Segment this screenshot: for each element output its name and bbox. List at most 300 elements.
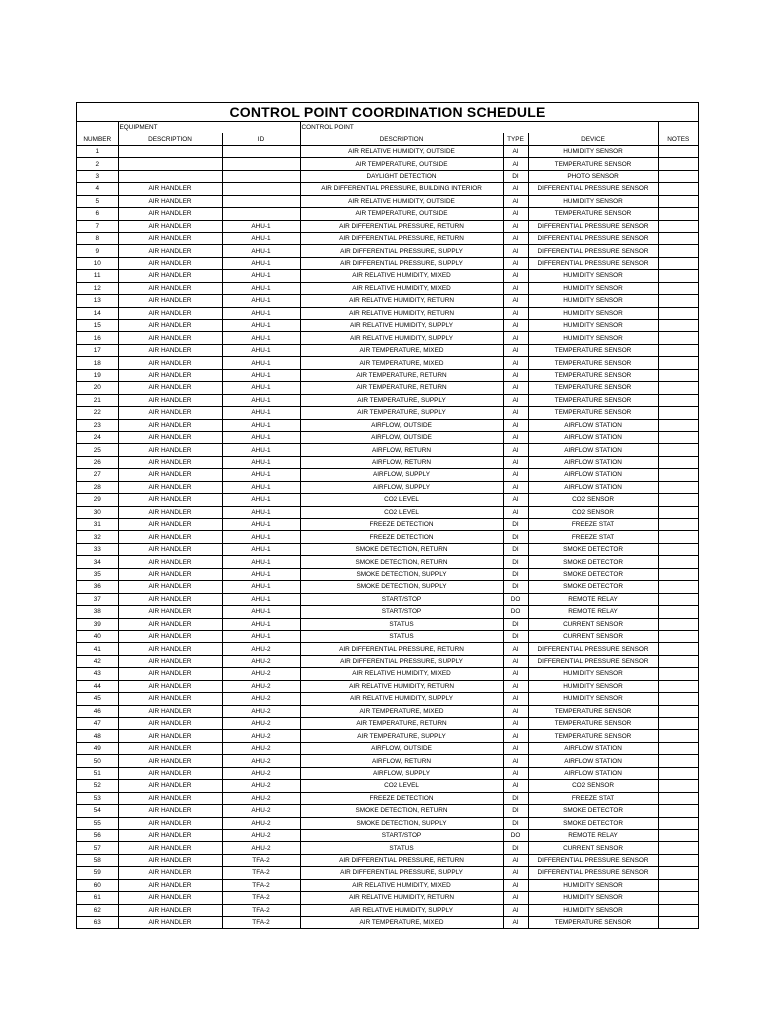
point-description-cell: AIR RELATIVE HUMIDITY, RETURN <box>300 680 503 692</box>
table-row <box>77 867 698 879</box>
equipment-description-cell: AIR HANDLER <box>118 332 222 344</box>
point-description-cell: AIRFLOW, SUPPLY <box>300 481 503 493</box>
notes-cell <box>658 531 698 543</box>
equipment-id-cell: AHU-1 <box>222 431 300 443</box>
point-description-cell: AIR DIFFERENTIAL PRESSURE, RETURN <box>300 232 503 244</box>
number-cell: 50 <box>77 755 118 767</box>
notes-cell <box>658 867 698 879</box>
notes-cell <box>658 606 698 618</box>
equipment-id-cell: AHU-2 <box>222 817 300 829</box>
type-cell: AI <box>503 245 528 257</box>
notes-cell <box>658 145 698 157</box>
type-cell: DI <box>503 792 528 804</box>
notes-cell <box>658 581 698 593</box>
equipment-id-cell: AHU-1 <box>222 506 300 518</box>
table-row <box>77 904 698 916</box>
number-cell: 38 <box>77 606 118 618</box>
number-cell: 17 <box>77 344 118 356</box>
equipment-description-cell: AIR HANDLER <box>118 307 222 319</box>
equipment-description-cell: AIR HANDLER <box>118 419 222 431</box>
device-cell: TEMPERATURE SENSOR <box>528 369 658 381</box>
group-header-row <box>77 122 698 133</box>
number-cell: 26 <box>77 456 118 468</box>
point-description-cell: AIR DIFFERENTIAL PRESSURE, SUPPLY <box>300 655 503 667</box>
number-cell: 62 <box>77 904 118 916</box>
type-cell: AI <box>503 718 528 730</box>
table-row <box>77 556 698 568</box>
equipment-description-cell: AIR HANDLER <box>118 593 222 605</box>
equipment-id-cell: AHU-1 <box>222 357 300 369</box>
equipment-description-cell: AIR HANDLER <box>118 904 222 916</box>
equipment-id-cell: AHU-1 <box>222 245 300 257</box>
device-cell: SMOKE DETECTOR <box>528 568 658 580</box>
equipment-description-cell: AIR HANDLER <box>118 282 222 294</box>
number-cell: 33 <box>77 543 118 555</box>
equipment-description-cell: AIR HANDLER <box>118 581 222 593</box>
number-cell: 23 <box>77 419 118 431</box>
device-cell: HUMIDITY SENSOR <box>528 295 658 307</box>
point-description-cell: AIRFLOW, SUPPLY <box>300 767 503 779</box>
equipment-id-cell <box>222 158 300 170</box>
equipment-description-cell: AIR HANDLER <box>118 792 222 804</box>
point-description-cell: AIR TEMPERATURE, OUTSIDE <box>300 158 503 170</box>
number-cell: 45 <box>77 693 118 705</box>
number-cell: 18 <box>77 357 118 369</box>
equipment-id-cell: TFA-2 <box>222 879 300 891</box>
device-cell: FREEZE STAT <box>528 792 658 804</box>
equipment-id-cell: AHU-2 <box>222 780 300 792</box>
equipment-id-cell: AHU-2 <box>222 643 300 655</box>
table-row <box>77 718 698 730</box>
type-cell: DI <box>503 519 528 531</box>
equipment-description-cell: AIR HANDLER <box>118 655 222 667</box>
equipment-description-cell: AIR HANDLER <box>118 394 222 406</box>
equipment-id-cell: AHU-2 <box>222 730 300 742</box>
notes-cell <box>658 680 698 692</box>
device-cell: TEMPERATURE SENSOR <box>528 705 658 717</box>
point-description-cell: STATUS <box>300 842 503 854</box>
notes-cell <box>658 842 698 854</box>
table-row <box>77 170 698 182</box>
equipment-id-cell: AHU-1 <box>222 494 300 506</box>
type-cell: AI <box>503 145 528 157</box>
equipment-description-cell: AIR HANDLER <box>118 543 222 555</box>
type-cell: AI <box>503 220 528 232</box>
table-row <box>77 332 698 344</box>
notes-cell <box>658 419 698 431</box>
type-cell: AI <box>503 668 528 680</box>
notes-cell <box>658 320 698 332</box>
device-cell: SMOKE DETECTOR <box>528 556 658 568</box>
device-cell: TEMPERATURE SENSOR <box>528 208 658 220</box>
type-cell: AI <box>503 332 528 344</box>
table-row <box>77 767 698 779</box>
point-description-cell: AIRFLOW, OUTSIDE <box>300 419 503 431</box>
number-cell: 39 <box>77 618 118 630</box>
equipment-description-cell: AIR HANDLER <box>118 407 222 419</box>
notes-cell <box>658 282 698 294</box>
table-row <box>77 606 698 618</box>
number-cell: 14 <box>77 307 118 319</box>
device-cell: HUMIDITY SENSOR <box>528 680 658 692</box>
col-header-id: ID <box>222 133 300 145</box>
point-description-cell: AIR TEMPERATURE, MIXED <box>300 917 503 929</box>
device-cell: TEMPERATURE SENSOR <box>528 382 658 394</box>
equipment-id-cell: AHU-2 <box>222 693 300 705</box>
schedule-sheet <box>76 102 699 929</box>
device-cell: HUMIDITY SENSOR <box>528 145 658 157</box>
type-cell: AI <box>503 481 528 493</box>
notes-cell <box>658 257 698 269</box>
equipment-description-cell: AIR HANDLER <box>118 469 222 481</box>
equipment-description-cell: AIR HANDLER <box>118 320 222 332</box>
notes-cell <box>658 643 698 655</box>
equipment-id-cell: AHU-1 <box>222 481 300 493</box>
table-row <box>77 519 698 531</box>
point-description-cell: AIR RELATIVE HUMIDITY, RETURN <box>300 892 503 904</box>
equipment-id-cell: TFA-2 <box>222 904 300 916</box>
point-description-cell: AIR DIFFERENTIAL PRESSURE, RETURN <box>300 220 503 232</box>
notes-cell <box>658 655 698 667</box>
number-cell: 27 <box>77 469 118 481</box>
device-cell: HUMIDITY SENSOR <box>528 693 658 705</box>
table-row <box>77 282 698 294</box>
type-cell: AI <box>503 767 528 779</box>
point-description-cell: AIR TEMPERATURE, MIXED <box>300 705 503 717</box>
number-cell: 2 <box>77 158 118 170</box>
number-cell: 44 <box>77 680 118 692</box>
table-row <box>77 220 698 232</box>
equipment-id-cell: AHU-1 <box>222 444 300 456</box>
equipment-description-cell: AIR HANDLER <box>118 879 222 891</box>
col-header-point-description: DESCRIPTION <box>300 133 503 145</box>
point-description-cell: FREEZE DETECTION <box>300 792 503 804</box>
point-description-cell: STATUS <box>300 630 503 642</box>
equipment-id-cell <box>222 183 300 195</box>
equipment-description-cell: AIR HANDLER <box>118 606 222 618</box>
equipment-description-cell: AIR HANDLER <box>118 867 222 879</box>
number-cell: 51 <box>77 767 118 779</box>
type-cell: DO <box>503 606 528 618</box>
equipment-description-cell: AIR HANDLER <box>118 245 222 257</box>
table-row <box>77 680 698 692</box>
equipment-id-cell <box>222 208 300 220</box>
type-cell: AI <box>503 320 528 332</box>
notes-cell <box>658 780 698 792</box>
equipment-description-cell: AIR HANDLER <box>118 382 222 394</box>
equipment-id-cell: AHU-1 <box>222 344 300 356</box>
type-cell: AI <box>503 295 528 307</box>
type-cell: DI <box>503 842 528 854</box>
equipment-description-cell: AIR HANDLER <box>118 357 222 369</box>
equipment-description-cell: AIR HANDLER <box>118 917 222 929</box>
table-row <box>77 630 698 642</box>
notes-cell <box>658 195 698 207</box>
type-cell: AI <box>503 867 528 879</box>
notes-cell <box>658 270 698 282</box>
equipment-description-cell: AIR HANDLER <box>118 618 222 630</box>
number-cell: 8 <box>77 232 118 244</box>
equipment-id-cell: AHU-1 <box>222 270 300 282</box>
device-cell: AIRFLOW STATION <box>528 456 658 468</box>
equipment-id-cell: AHU-1 <box>222 220 300 232</box>
equipment-id-cell: AHU-1 <box>222 469 300 481</box>
notes-cell <box>658 718 698 730</box>
equipment-id-cell: AHU-2 <box>222 792 300 804</box>
table-row <box>77 655 698 667</box>
type-cell: DI <box>503 170 528 182</box>
point-description-cell: SMOKE DETECTION, RETURN <box>300 556 503 568</box>
device-cell: FREEZE STAT <box>528 519 658 531</box>
device-cell: HUMIDITY SENSOR <box>528 195 658 207</box>
device-cell: DIFFERENTIAL PRESSURE SENSOR <box>528 655 658 667</box>
equipment-id-cell: AHU-1 <box>222 307 300 319</box>
type-cell: DI <box>503 543 528 555</box>
col-header-device: DEVICE <box>528 133 658 145</box>
notes-cell <box>658 829 698 841</box>
notes-cell <box>658 904 698 916</box>
notes-cell <box>658 792 698 804</box>
equipment-id-cell: AHU-1 <box>222 332 300 344</box>
schedule-table <box>77 122 698 928</box>
number-cell: 61 <box>77 892 118 904</box>
equipment-group-header: EQUIPMENT <box>118 122 300 133</box>
number-cell: 31 <box>77 519 118 531</box>
equipment-description-cell: AIR HANDLER <box>118 481 222 493</box>
notes-cell <box>658 208 698 220</box>
equipment-id-cell: AHU-1 <box>222 581 300 593</box>
point-description-cell: STATUS <box>300 618 503 630</box>
device-cell: SMOKE DETECTOR <box>528 805 658 817</box>
notes-cell <box>658 506 698 518</box>
notes-cell <box>658 344 698 356</box>
type-cell: DI <box>503 568 528 580</box>
type-cell: DO <box>503 593 528 605</box>
table-row <box>77 543 698 555</box>
number-cell: 41 <box>77 643 118 655</box>
number-cell: 40 <box>77 630 118 642</box>
table-row <box>77 257 698 269</box>
device-cell: DIFFERENTIAL PRESSURE SENSOR <box>528 183 658 195</box>
number-cell: 49 <box>77 742 118 754</box>
type-cell: AI <box>503 195 528 207</box>
type-cell: AI <box>503 307 528 319</box>
col-header-type: TYPE <box>503 133 528 145</box>
table-row <box>77 742 698 754</box>
column-header-row <box>77 133 698 145</box>
point-description-cell: AIR TEMPERATURE, RETURN <box>300 382 503 394</box>
equipment-id-cell: AHU-1 <box>222 606 300 618</box>
point-description-cell: AIR DIFFERENTIAL PRESSURE, SUPPLY <box>300 245 503 257</box>
type-cell: AI <box>503 693 528 705</box>
type-cell: AI <box>503 382 528 394</box>
equipment-description-cell: AIR HANDLER <box>118 805 222 817</box>
notes-cell <box>658 519 698 531</box>
number-cell: 29 <box>77 494 118 506</box>
notes-cell <box>658 892 698 904</box>
device-cell: CO2 SENSOR <box>528 494 658 506</box>
notes-cell <box>658 158 698 170</box>
point-description-cell: FREEZE DETECTION <box>300 531 503 543</box>
notes-cell <box>658 494 698 506</box>
table-row <box>77 506 698 518</box>
number-cell: 10 <box>77 257 118 269</box>
equipment-id-cell: TFA-2 <box>222 867 300 879</box>
device-cell: AIRFLOW STATION <box>528 755 658 767</box>
point-description-cell: CO2 LEVEL <box>300 494 503 506</box>
number-cell: 21 <box>77 394 118 406</box>
number-cell: 30 <box>77 506 118 518</box>
type-cell: DI <box>503 805 528 817</box>
notes-cell <box>658 543 698 555</box>
notes-cell <box>658 332 698 344</box>
type-cell: AI <box>503 879 528 891</box>
equipment-description-cell: AIR HANDLER <box>118 705 222 717</box>
type-cell: AI <box>503 369 528 381</box>
type-cell: DI <box>503 581 528 593</box>
device-cell: DIFFERENTIAL PRESSURE SENSOR <box>528 257 658 269</box>
type-cell: AI <box>503 270 528 282</box>
point-description-cell: SMOKE DETECTION, RETURN <box>300 543 503 555</box>
notes-cell <box>658 879 698 891</box>
number-cell: 11 <box>77 270 118 282</box>
point-description-cell: AIR TEMPERATURE, MIXED <box>300 344 503 356</box>
equipment-id-cell: AHU-2 <box>222 767 300 779</box>
table-row <box>77 494 698 506</box>
type-cell: AI <box>503 730 528 742</box>
type-cell: AI <box>503 257 528 269</box>
device-cell: SMOKE DETECTOR <box>528 581 658 593</box>
equipment-description-cell: AIR HANDLER <box>118 257 222 269</box>
equipment-id-cell: AHU-1 <box>222 543 300 555</box>
point-description-cell: AIR RELATIVE HUMIDITY, RETURN <box>300 307 503 319</box>
number-cell: 22 <box>77 407 118 419</box>
device-cell: AIRFLOW STATION <box>528 431 658 443</box>
number-cell: 57 <box>77 842 118 854</box>
number-cell: 54 <box>77 805 118 817</box>
equipment-description-cell: AIR HANDLER <box>118 718 222 730</box>
number-cell: 28 <box>77 481 118 493</box>
equipment-description-cell: AIR HANDLER <box>118 369 222 381</box>
notes-cell <box>658 469 698 481</box>
table-row <box>77 842 698 854</box>
point-description-cell: AIR RELATIVE HUMIDITY, SUPPLY <box>300 320 503 332</box>
table-row <box>77 581 698 593</box>
notes-cell <box>658 444 698 456</box>
table-row <box>77 357 698 369</box>
type-cell: AI <box>503 655 528 667</box>
point-description-cell: AIR RELATIVE HUMIDITY, MIXED <box>300 270 503 282</box>
device-cell: CURRENT SENSOR <box>528 630 658 642</box>
equipment-id-cell: AHU-2 <box>222 718 300 730</box>
type-cell: AI <box>503 183 528 195</box>
type-cell: AI <box>503 394 528 406</box>
equipment-id-cell: AHU-2 <box>222 668 300 680</box>
number-cell: 32 <box>77 531 118 543</box>
point-description-cell: AIR TEMPERATURE, SUPPLY <box>300 407 503 419</box>
type-cell: AI <box>503 705 528 717</box>
table-row <box>77 618 698 630</box>
point-description-cell: SMOKE DETECTION, SUPPLY <box>300 581 503 593</box>
equipment-id-cell: AHU-1 <box>222 320 300 332</box>
number-cell: 5 <box>77 195 118 207</box>
point-description-cell: AIR TEMPERATURE, RETURN <box>300 369 503 381</box>
table-row <box>77 208 698 220</box>
device-cell: DIFFERENTIAL PRESSURE SENSOR <box>528 643 658 655</box>
notes-cell <box>658 917 698 929</box>
device-cell: DIFFERENTIAL PRESSURE SENSOR <box>528 232 658 244</box>
point-description-cell: AIR RELATIVE HUMIDITY, RETURN <box>300 295 503 307</box>
type-cell: AI <box>503 344 528 356</box>
number-cell: 13 <box>77 295 118 307</box>
equipment-id-cell: AHU-1 <box>222 568 300 580</box>
notes-cell <box>658 730 698 742</box>
device-cell: TEMPERATURE SENSOR <box>528 394 658 406</box>
equipment-id-cell: AHU-2 <box>222 655 300 667</box>
notes-cell <box>658 630 698 642</box>
device-cell: HUMIDITY SENSOR <box>528 904 658 916</box>
notes-cell <box>658 481 698 493</box>
point-description-cell: AIR RELATIVE HUMIDITY, SUPPLY <box>300 904 503 916</box>
notes-group-blank <box>658 122 698 133</box>
equipment-description-cell: AIR HANDLER <box>118 208 222 220</box>
equipment-id-cell: AHU-1 <box>222 407 300 419</box>
type-cell: AI <box>503 456 528 468</box>
equipment-description-cell: AIR HANDLER <box>118 506 222 518</box>
number-cell: 53 <box>77 792 118 804</box>
device-cell: DIFFERENTIAL PRESSURE SENSOR <box>528 245 658 257</box>
point-description-cell: AIR TEMPERATURE, OUTSIDE <box>300 208 503 220</box>
point-description-cell: START/STOP <box>300 829 503 841</box>
device-cell: AIRFLOW STATION <box>528 767 658 779</box>
notes-cell <box>658 357 698 369</box>
equipment-description-cell: AIR HANDLER <box>118 270 222 282</box>
device-cell: TEMPERATURE SENSOR <box>528 730 658 742</box>
notes-cell <box>658 295 698 307</box>
equipment-id-cell: AHU-1 <box>222 456 300 468</box>
number-cell: 25 <box>77 444 118 456</box>
notes-cell <box>658 369 698 381</box>
point-description-cell: AIR TEMPERATURE, SUPPLY <box>300 730 503 742</box>
table-row <box>77 854 698 866</box>
device-cell: AIRFLOW STATION <box>528 742 658 754</box>
point-description-cell: SMOKE DETECTION, SUPPLY <box>300 568 503 580</box>
table-row <box>77 419 698 431</box>
equipment-id-cell: AHU-2 <box>222 680 300 692</box>
number-cell: 58 <box>77 854 118 866</box>
number-cell: 4 <box>77 183 118 195</box>
point-description-cell: AIRFLOW, RETURN <box>300 755 503 767</box>
number-cell: 46 <box>77 705 118 717</box>
type-cell: AI <box>503 444 528 456</box>
number-cell: 43 <box>77 668 118 680</box>
number-cell: 16 <box>77 332 118 344</box>
table-row <box>77 407 698 419</box>
type-cell: AI <box>503 208 528 220</box>
device-cell: DIFFERENTIAL PRESSURE SENSOR <box>528 220 658 232</box>
table-row <box>77 307 698 319</box>
table-row <box>77 755 698 767</box>
point-description-cell: AIR RELATIVE HUMIDITY, SUPPLY <box>300 693 503 705</box>
equipment-description-cell: AIR HANDLER <box>118 842 222 854</box>
device-cell: DIFFERENTIAL PRESSURE SENSOR <box>528 867 658 879</box>
device-cell: SMOKE DETECTOR <box>528 817 658 829</box>
type-cell: AI <box>503 431 528 443</box>
table-row <box>77 643 698 655</box>
equipment-description-cell: AIR HANDLER <box>118 668 222 680</box>
type-cell: AI <box>503 780 528 792</box>
type-cell: DI <box>503 630 528 642</box>
